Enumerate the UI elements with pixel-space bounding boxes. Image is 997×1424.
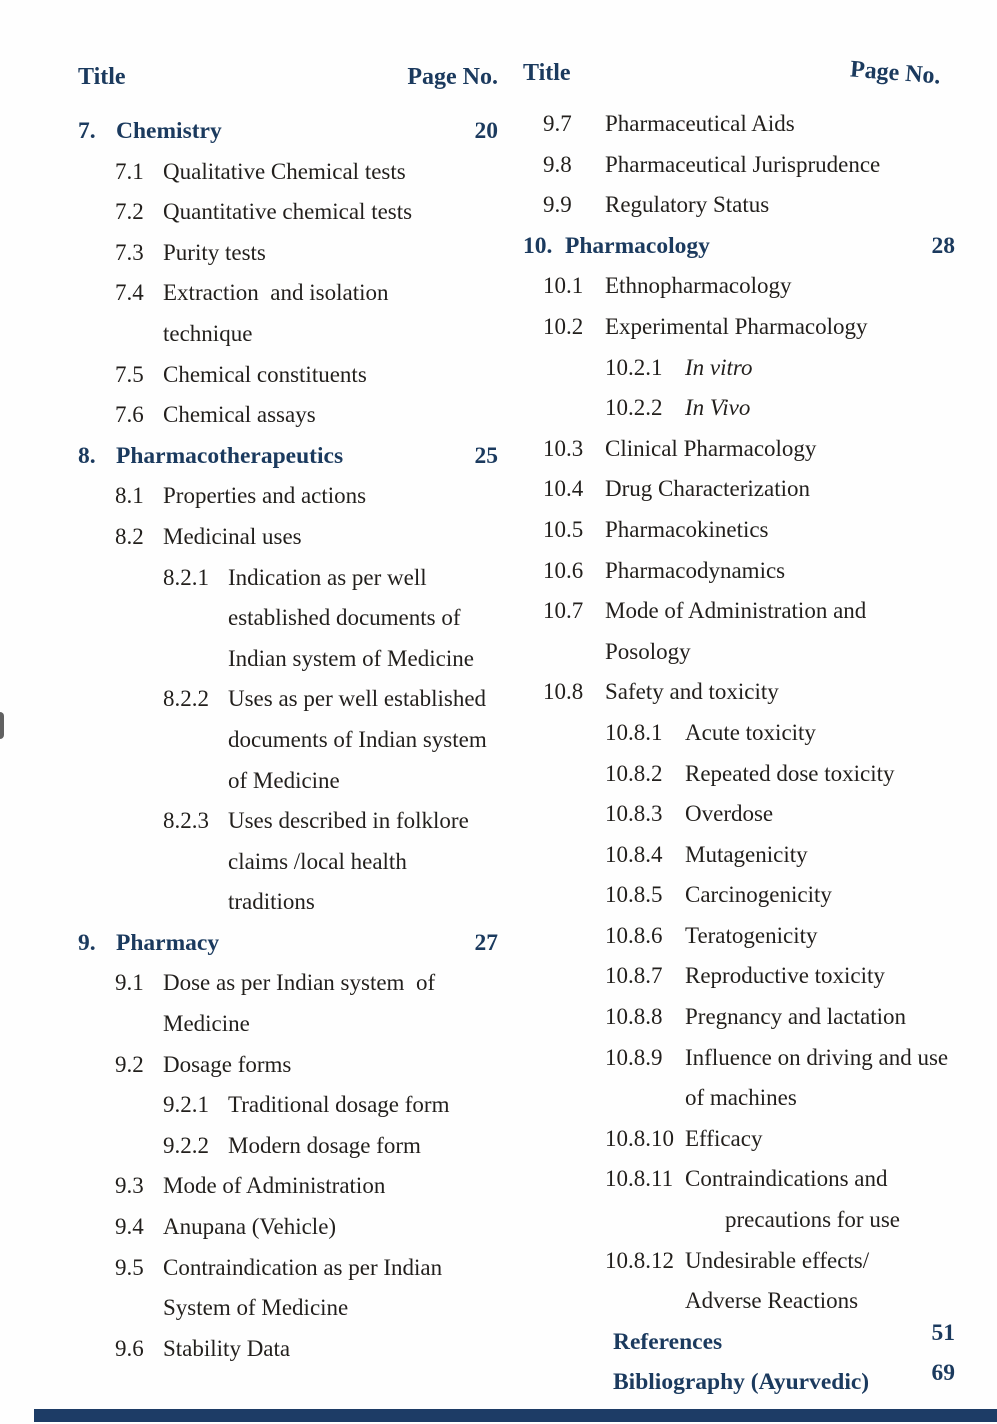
entry-line: Bibliography (Ayurvedic) <box>613 1369 870 1396</box>
entry-text <box>685 754 955 795</box>
entry-text <box>605 551 955 592</box>
column-header <box>78 60 498 100</box>
entry-line: Mutagenicity <box>685 841 808 867</box>
entry-line: Pharmacology <box>565 232 710 259</box>
entry-number: 9.5 <box>115 1254 144 1280</box>
entry-number: 8.2.1 <box>163 564 209 590</box>
entry-line: Pharmaceutical Aids <box>605 111 795 136</box>
entry-text <box>613 1362 955 1403</box>
entry-line: Dosage forms <box>163 1051 292 1077</box>
entry-line: Efficacy <box>685 1125 763 1151</box>
entry-text <box>163 476 498 517</box>
entry-line: Uses as per well established <box>228 686 487 712</box>
entry-text <box>228 801 498 923</box>
entry-line: Clinical Pharmacology <box>605 435 817 461</box>
toc-entry <box>78 1248 498 1329</box>
entry-number: 7.3 <box>115 239 144 265</box>
entry-line: Posology <box>605 638 691 664</box>
entry-number: 10.8.1 <box>605 719 663 745</box>
toc-entry <box>78 152 498 193</box>
entry-text <box>685 1038 955 1119</box>
toc-entry <box>78 1166 498 1207</box>
entry-text <box>163 1166 498 1207</box>
entry-number: 10.3 <box>543 435 584 461</box>
entry-line: Mode of Administration and <box>605 598 867 624</box>
entry-line: established documents of <box>228 605 461 631</box>
toc-entry <box>523 226 955 267</box>
toc-entry <box>523 1362 955 1403</box>
entry-text <box>163 1207 498 1248</box>
entry-line: Traditional dosage form <box>228 1092 450 1118</box>
toc-entry <box>78 273 498 354</box>
entry-text <box>685 713 955 754</box>
entry-text <box>565 226 955 267</box>
entry-line: Indication as per well <box>228 564 427 590</box>
entry-line: Teratogenicity <box>685 922 818 948</box>
entry-number: 10.8.10 <box>605 1125 674 1151</box>
toc-entry <box>78 558 498 680</box>
entry-text <box>228 558 498 680</box>
toc-entry <box>523 997 955 1038</box>
entry-line: System of Medicine <box>163 1295 349 1321</box>
entry-number: 10.8.4 <box>605 841 663 867</box>
entry-text <box>605 469 955 510</box>
page-number: 27 <box>474 929 498 956</box>
entry-text <box>228 679 498 801</box>
entry-line: Pharmaceutical Jurisprudence <box>605 151 881 177</box>
toc-entry <box>523 713 955 754</box>
toc-column-right <box>523 56 955 1403</box>
entry-text <box>685 348 955 389</box>
entry-text <box>605 145 955 186</box>
entry-text <box>163 517 498 558</box>
column-header <box>523 56 955 96</box>
entry-text <box>685 1241 955 1322</box>
entry-text <box>605 104 955 145</box>
entry-text <box>685 388 955 429</box>
entry-text <box>605 429 955 470</box>
entry-number: 10.8.9 <box>605 1044 663 1070</box>
toc-entry <box>78 233 498 274</box>
entry-number: 10.2.1 <box>605 354 663 380</box>
entry-text <box>116 436 498 477</box>
entry-number: 10.1 <box>543 273 584 299</box>
entry-line: Pharmacodynamics <box>605 557 786 583</box>
toc-entry <box>78 476 498 517</box>
entry-text <box>116 111 498 152</box>
entry-text <box>163 192 498 233</box>
entry-text <box>685 875 955 916</box>
entry-number: 7.2 <box>115 199 144 225</box>
page-number: 28 <box>931 232 955 259</box>
entry-text <box>685 794 955 835</box>
entry-text <box>163 1045 498 1086</box>
page-number: 69 <box>931 1360 955 1387</box>
toc-column-left <box>78 60 498 1369</box>
entry-line: Modern dosage form <box>228 1132 421 1158</box>
toc-entry <box>78 111 498 152</box>
entry-number: 7.6 <box>115 402 144 428</box>
entry-line: In Vivo <box>685 395 751 421</box>
toc-entry <box>523 1241 955 1322</box>
entry-text <box>605 591 955 672</box>
entry-line: Mode of Administration <box>163 1173 386 1199</box>
toc-entry <box>523 794 955 835</box>
entry-number: 9.9 <box>543 192 572 218</box>
entry-number: 10.8.6 <box>605 922 663 948</box>
toc-entry <box>523 754 955 795</box>
entry-number: 10.6 <box>543 557 584 583</box>
bottom-bar <box>34 1409 997 1422</box>
entry-number: 9.6 <box>115 1335 144 1361</box>
entry-number: 9. <box>78 929 96 956</box>
entry-line: Repeated dose toxicity <box>685 760 895 786</box>
entry-line: Dose as per Indian system of <box>163 970 436 996</box>
entry-line: Chemistry <box>116 118 222 144</box>
title-column-label: Title <box>523 60 571 86</box>
entry-number: 9.2.2 <box>163 1132 209 1158</box>
entry-number: 9.8 <box>543 151 572 177</box>
scan-artifact <box>0 712 4 739</box>
page-number: 25 <box>474 442 498 469</box>
entry-number: 10.8.2 <box>605 760 663 786</box>
toc-entry <box>523 591 955 672</box>
entry-number: 9.3 <box>115 1173 144 1199</box>
entry-text <box>163 233 498 274</box>
entry-line: Properties and actions <box>163 483 367 509</box>
entry-line: Purity tests <box>163 239 266 265</box>
entry-number: 10.7 <box>543 598 584 624</box>
entry-text <box>163 395 498 436</box>
toc-entry <box>78 192 498 233</box>
entry-text <box>685 997 955 1038</box>
entry-line: Overdose <box>685 801 774 827</box>
entry-line: Anupana (Vehicle) <box>163 1214 337 1240</box>
entry-line: of Medicine <box>228 767 340 793</box>
entry-line: Chemical constituents <box>163 361 367 387</box>
entry-text <box>605 307 955 348</box>
entry-text <box>163 1248 498 1329</box>
entry-line: Stability Data <box>163 1335 291 1361</box>
toc-entry <box>523 1038 955 1119</box>
toc-entry <box>78 1045 498 1086</box>
entry-number: 7.5 <box>115 361 144 387</box>
entry-number: 7.4 <box>115 280 144 306</box>
entry-number: 9.7 <box>543 111 572 136</box>
entry-number: 10.2 <box>543 313 584 339</box>
toc-entry <box>523 510 955 551</box>
toc-entry <box>523 956 955 997</box>
entry-number: 9.2 <box>115 1051 144 1077</box>
toc-entry <box>523 348 955 389</box>
page-number: 20 <box>474 118 498 144</box>
entry-number: 10.8.8 <box>605 1004 663 1030</box>
entry-number: 10.8.11 <box>605 1166 674 1192</box>
entry-line: Chemical assays <box>163 402 316 428</box>
entry-text <box>163 273 498 354</box>
entry-number: 8.1 <box>115 483 144 509</box>
entry-number: 10.2.2 <box>605 395 663 421</box>
entry-line: In vitro <box>685 354 753 380</box>
toc-list <box>78 111 498 1369</box>
toc-entry <box>523 551 955 592</box>
entry-text <box>605 185 955 226</box>
entry-line: Pharmacokinetics <box>605 516 769 542</box>
entry-number: 10.4 <box>543 476 584 502</box>
entry-text <box>116 923 498 964</box>
entry-line: Indian system of Medicine <box>228 645 474 671</box>
toc-entry <box>523 388 955 429</box>
entry-line: Pharmacy <box>116 929 220 956</box>
entry-line: traditions <box>228 889 315 915</box>
entry-number: 10.8 <box>543 679 584 705</box>
toc-entry <box>78 395 498 436</box>
entry-line: Acute toxicity <box>685 719 816 745</box>
entry-number: 8.2 <box>115 523 144 549</box>
entry-text <box>228 1085 498 1126</box>
entry-number: 7. <box>78 118 96 144</box>
entry-line: Pregnancy and lactation <box>685 1004 906 1030</box>
entry-number: 10. <box>523 232 553 259</box>
entry-line: Regulatory Status <box>605 192 770 218</box>
toc-entry <box>78 1329 498 1370</box>
entry-number: 8.2.2 <box>163 686 209 712</box>
entry-text <box>613 1322 955 1363</box>
toc-entry <box>523 1159 955 1240</box>
entry-line: Undesirable effects/ <box>685 1247 870 1273</box>
entry-line: of machines <box>685 1085 797 1111</box>
entry-text <box>163 1329 498 1370</box>
toc-entry <box>523 145 955 186</box>
entry-line: Ethnopharmacology <box>605 273 792 299</box>
toc-entry <box>523 185 955 226</box>
entry-line: Extraction and isolation <box>163 280 389 306</box>
entry-line: Medicine <box>163 1011 250 1037</box>
toc-entry <box>78 923 498 964</box>
entry-line: Experimental Pharmacology <box>605 313 868 339</box>
entry-text <box>685 1159 955 1240</box>
page-no-column-label: Page No. <box>849 56 942 90</box>
entry-line: Drug Characterization <box>605 476 810 502</box>
entry-text <box>163 152 498 193</box>
toc-entry <box>523 307 955 348</box>
toc-entry <box>78 1207 498 1248</box>
title-column-label: Title <box>78 64 126 90</box>
entry-text <box>163 355 498 396</box>
toc-entry <box>523 1319 955 1363</box>
entry-text <box>605 672 955 713</box>
entry-number: 10.8.7 <box>605 963 663 989</box>
entry-number: 9.2.1 <box>163 1092 209 1118</box>
entry-number: 7.1 <box>115 158 144 184</box>
toc-entry <box>523 835 955 876</box>
toc-entry <box>78 963 498 1044</box>
toc-entry <box>78 1085 498 1126</box>
entry-text <box>685 956 955 997</box>
entry-line: Medicinal uses <box>163 523 302 549</box>
toc-entry <box>78 355 498 396</box>
entry-number: 9.1 <box>115 970 144 996</box>
entry-number: 8. <box>78 442 96 469</box>
entry-line: Carcinogenicity <box>685 882 832 908</box>
entry-text <box>228 1126 498 1167</box>
entry-line: Reproductive toxicity <box>685 963 885 989</box>
toc-entry <box>523 875 955 916</box>
entry-line: Adverse Reactions <box>685 1288 859 1314</box>
toc-entry <box>523 1119 955 1160</box>
entry-line: Contraindications and <box>685 1166 888 1192</box>
entry-text <box>685 1119 955 1160</box>
entry-text <box>685 916 955 957</box>
toc-entry <box>523 916 955 957</box>
toc-list <box>523 104 955 1403</box>
toc-entry <box>523 104 955 145</box>
entry-number: 9.4 <box>115 1214 144 1240</box>
entry-line: claims /local health <box>228 848 407 874</box>
toc-entry <box>78 517 498 558</box>
entry-number: 8.2.3 <box>163 808 209 834</box>
page-number: 51 <box>931 1319 955 1346</box>
entry-number: 10.8.5 <box>605 882 663 908</box>
entry-number: 10.5 <box>543 516 584 542</box>
entry-line: Safety and toxicity <box>605 679 779 705</box>
toc-entry <box>78 801 498 923</box>
entry-line: Uses described in folklore <box>228 808 469 834</box>
entry-line: Pharmacotherapeutics <box>116 442 344 469</box>
entry-text <box>163 963 498 1044</box>
entry-line: Quantitative chemical tests <box>163 199 413 225</box>
toc-entry <box>523 429 955 470</box>
entry-text <box>685 835 955 876</box>
toc-entry <box>523 266 955 307</box>
toc-entry <box>78 679 498 801</box>
entry-line: Qualitative Chemical tests <box>163 158 406 184</box>
page-no-column-label: Page No. <box>407 64 498 90</box>
entry-text <box>605 510 955 551</box>
entry-number: 10.8.12 <box>605 1247 674 1273</box>
entry-line: documents of Indian system <box>228 726 487 752</box>
toc-entry <box>78 436 498 477</box>
toc-entry <box>523 672 955 713</box>
entry-line: technique <box>163 320 253 346</box>
entry-line: precautions for use <box>725 1207 900 1233</box>
toc-entry <box>523 469 955 510</box>
entry-line: Influence on driving and use <box>685 1044 949 1070</box>
toc-entry <box>78 1126 498 1167</box>
entry-line: References <box>613 1328 723 1355</box>
entry-number: 10.8.3 <box>605 801 663 827</box>
entry-text <box>605 266 955 307</box>
entry-line: Contraindication as per Indian <box>163 1254 443 1280</box>
